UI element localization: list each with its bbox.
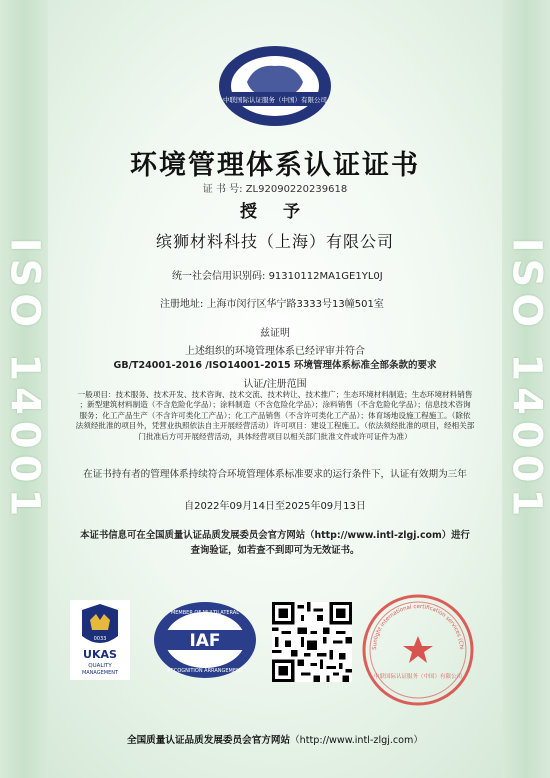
address-label: 注册地址:: [160, 299, 204, 310]
qr-code: [272, 602, 352, 682]
footer-url[interactable]: （http://www.intl-zlgj.com）: [290, 735, 423, 746]
ukas-text: UKAS: [83, 648, 117, 661]
verify-note-2: 查询验证，如若查不到即可为无效证书。: [190, 545, 360, 556]
verify-note-1: 本证书信息可在全国质量认证品质发展委员会官方网站（http://www.intl-zlgj.com）进行: [80, 530, 470, 541]
top-seal-inner-text: 中联国际认证服务（中国）有限公司: [223, 96, 327, 104]
seal-ring-text: Sunlight international certification services (Chi: [371, 603, 465, 651]
seal-inner-text: 中联国际认证服务（中国）有限公司: [373, 674, 463, 680]
scope-heading: 认证/注册范围: [243, 379, 307, 390]
scope-text: [66, 390, 484, 442]
cert-no-label: 证 书 号:: [202, 184, 243, 195]
ukas-quality: QUALITY: [88, 663, 112, 669]
credit-code-value: 91310112MA1GE1YL0J: [268, 271, 383, 282]
iaf-logo: [152, 600, 258, 680]
certify-body-1: 上述组织的环境管理体系已经评审并符合: [185, 346, 365, 357]
footer-label: 全国质量认证品质发展委员会官方网站: [126, 735, 291, 746]
red-company-seal: [358, 590, 478, 710]
band-text-left: ISO 14001: [1, 237, 47, 523]
address-value: 上海市闵行区华宁路3333号13幢501室: [206, 299, 384, 310]
credit-code-row: [172, 267, 383, 282]
ukas-number: 0033: [93, 636, 107, 642]
footer: [0, 732, 550, 746]
scope-line: 门批准后方可开展经营活动，具体经营项目以相关部门批准文件或许可证件为准）: [138, 431, 412, 441]
top-seal-logo: [215, 42, 335, 130]
grant-heading: 授 予: [240, 202, 310, 222]
cert-no-value: ZL92090220239618: [245, 184, 348, 195]
iaf-bottom: RECOGNITION ARRANGEMENT: [167, 668, 243, 674]
ukas-logo: [70, 600, 130, 680]
band-text-right: ISO 14001: [503, 237, 549, 523]
scope-line: 服务；化工产品生产（不含许可类化工产品）；化工产品销售（不含许可类化工产品）；体育场地设施工程施工。（除依: [79, 410, 471, 420]
ukas-management: MANAGEMENT: [81, 670, 119, 676]
validity-period: 自2022年09月14日至2025年09月13日: [184, 501, 366, 512]
credit-code-label: 统一社会信用识别码:: [172, 271, 266, 282]
scope-line: ；新型建筑材料制造（不含危险化学品）；涂料制造（不含危险化学品）；涂料销售（不含危险化学品）；信息技术咨询: [79, 400, 471, 410]
certificate-title: 环境管理体系认证证书: [130, 150, 420, 181]
certify-heading: 兹证明: [260, 328, 290, 339]
certify-body-2: GB/T24001-2016 /ISO14001-2015 环境管理体系标准全部条款的要求: [113, 360, 437, 371]
iaf-mid: IAF: [189, 631, 221, 651]
scope-line: 一般项目：技术服务、技术开发、技术咨询、技术交流、技术转让、技术推广；生态环境材料制造；生态环境材料销售: [77, 390, 473, 399]
iaf-top: MEMBER OF MULTILATERAL: [170, 610, 240, 616]
certificate-number-row: [0, 180, 550, 195]
address-row: [160, 295, 384, 310]
validity-condition: 在证书持有者的管理体系持续符合环境管理体系标准要求的运行条件下，认证有效期为三年: [83, 469, 467, 480]
company-name: 缤狮材料科技（上海）有限公司: [155, 232, 394, 251]
logos-row: [0, 590, 550, 700]
scope-line: 法须经批准的项目外，凭营业执照依法自主开展经营活动）许可项目：建设工程施工。（依法须经批准的项目，经相关部: [75, 421, 475, 431]
